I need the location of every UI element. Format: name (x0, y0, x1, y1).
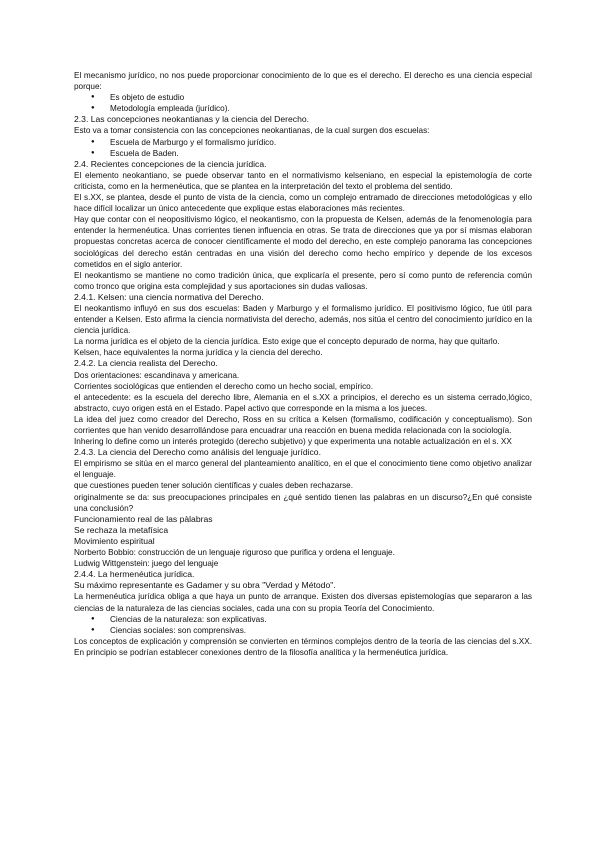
paragraph: el antecedente: es la escuela del derecho libre, Alemania en el s.XX a principios, el derecho es un sistema cerrado,lógico, abstracto, cuyo origen está en el Estado. Papel activo que corresponde en la misma a los jueces. (74, 392, 532, 413)
section-heading: 2.4.3. La ciencia del Derecho como análisis del lenguaje jurídico. (74, 447, 321, 458)
paragraph: La norma jurídica es el objeto de la ciencia jurídica. Esto exige que el concepto depurado de norma, hay que quitarlo. (74, 337, 500, 347)
section-heading: 2.4.1. Kelsen: una ciencia normativa del Derecho. (74, 291, 264, 302)
paragraph: El mecanismo jurídico, no nos puede proporcionar conocimiento de lo que es el derecho. El derecho es una ciencia especial porque: (74, 71, 532, 92)
paragraph: Kelsen, hace equivalentes la norma jurídica y la ciencia del derecho. (74, 348, 323, 358)
paragraph: El s.XX, se plantea, desde el punto de vista de la ciencia, como un complejo entramado de direcciones metodológicas y ello hace difícil localizar un único antecedente que explique estas elaboraciones más recientes. (74, 193, 532, 214)
bullet-item: ● Ciencias sociales: son comprensivas. (74, 625, 532, 636)
paragraph: Inhering lo define como un interés protegido (derecho subjetivo) y que experimenta una notable actualización en el s. XX (74, 437, 512, 447)
bullet-item: ● Escuela de Baden. (74, 148, 532, 159)
bullet-list (74, 614, 532, 636)
section-heading: Se rechaza la metafísica (74, 524, 169, 535)
paragraph: El elemento neokantiano, se puede observar tanto en el normativismo kelseniano, en especial la epistemología de corte criticista, como en la hermenéutica, que se plantea en la interpretación del texto el problema del sentido. (74, 170, 532, 191)
paragraph: Ludwig Wittgenstein: juego del lenguaje (74, 559, 219, 569)
paragraph: La hermenéutica jurídica obliga a que haya un punto de arranque. Existen dos diversas epistemologías que separaron a las ciencias de la naturaleza de las ciencias sociales, cada una con su propia Teoría del Conocimiento. (74, 592, 532, 613)
bullet-list (74, 137, 532, 159)
bullet-item: ● Metodología empleada (jurídico). (74, 103, 532, 114)
paragraph: Dos orientaciones: escandinava y americana. (74, 370, 240, 380)
section-heading: Funcionamiento real de las pàlabras (74, 513, 213, 524)
paragraph: El neokantismo influyó en sus dos escuelas: Baden y Marburgo y el formalismo jurídico. El positivismo lógico, fue útil para entender a Kelsen. Esto afirma la ciencia normativista del derecho, además, nos sitúa el centro del conocimiento jurídico en la ciencia jurídica. (74, 303, 532, 336)
paragraph: que cuestiones pueden tener solución científicas y cuales deben rechazarse. (74, 481, 354, 491)
section-heading: 2.4. Recientes concepciones de la ciencia jurídica. (74, 158, 267, 169)
bullet-list (74, 92, 532, 114)
section-heading: Su máximo representante es Gadamer y su obra "Verdad y Método". (74, 580, 336, 591)
paragraph: Norberto Bobbio: construcción de un lenguaje riguroso que purifica y ordena el lenguaje. (74, 548, 395, 558)
paragraph: originalmente se da: sus preocupaciones principales en ¿qué sentido tienen las palabras en un discurso?¿En qué consiste una conclusión? (74, 492, 532, 513)
paragraph: Los conceptos de explicación y comprensión se convierten en términos complejos dentro de la teoría de las ciencias del s.XX. En principio se podrían establecer conexiones dentro de la filosofía analítica y la hermenéutica jurídica. (74, 636, 532, 657)
section-heading: Movimiento espiritual (74, 535, 155, 546)
paragraph: El empirismo se sitúa en el marco general del planteamiento analítico, en el que el conocimiento tiene como objetivo analizar el lenguaje. (74, 459, 532, 480)
section-heading: 2.4.2. La ciencia realista del Derecho. (74, 358, 218, 369)
paragraph: Hay que contar con el neopositivismo lógico, el neokantismo, con la propuesta de Kelsen, además de la fenomenología para entender la hermenéutica. Unas corrientes tienen influencia en otras. Se trata de direcciones que ya por sí mismas elaboran propuestas concretas acerca de conocer científicamente el modo del derecho, en este complejo panorama las concepciones sociológicas del derecho están centradas en una visión del derecho como hecho empírico y depende de los excesos cometidos en el siglo anterior. (74, 215, 532, 269)
section-heading: 2.4.4. La hermenéutica jurídica. (74, 569, 195, 580)
paragraph: La idea del juez como creador del Derecho, Ross en su crítica a Kelsen (formalismo, codificación y conceptualismo). Son corrientes que han venido desarrollándose para encuadrar una reacción en buena medida relacionada con la sociología. (74, 414, 532, 435)
bullet-item: ● Escuela de Marburgo y el formalismo jurídico. (74, 137, 532, 148)
paragraph: Corrientes sociológicas que entienden el derecho como un hecho social, empírico. (74, 381, 374, 391)
paragraph: Esto va a tomar consistencia con las concepciones neokantianas, de la cual surgen dos escuelas: (74, 126, 430, 136)
section-heading: 2.3. Las concepciones neokantianas y la ciencia del Derecho. (74, 114, 310, 125)
bullet-item: ● Es objeto de estudio (74, 92, 532, 103)
bullet-item: ● Ciencias de la naturaleza: son explicativas. (74, 614, 532, 625)
paragraph: El neokantismo se mantiene no como tradición única, que explicaría el presente, pero sí como punto de referencia común como tronco que origina esta complejidad y sus aportaciones sin dudas valiosas. (74, 270, 532, 291)
document-page (74, 70, 532, 658)
